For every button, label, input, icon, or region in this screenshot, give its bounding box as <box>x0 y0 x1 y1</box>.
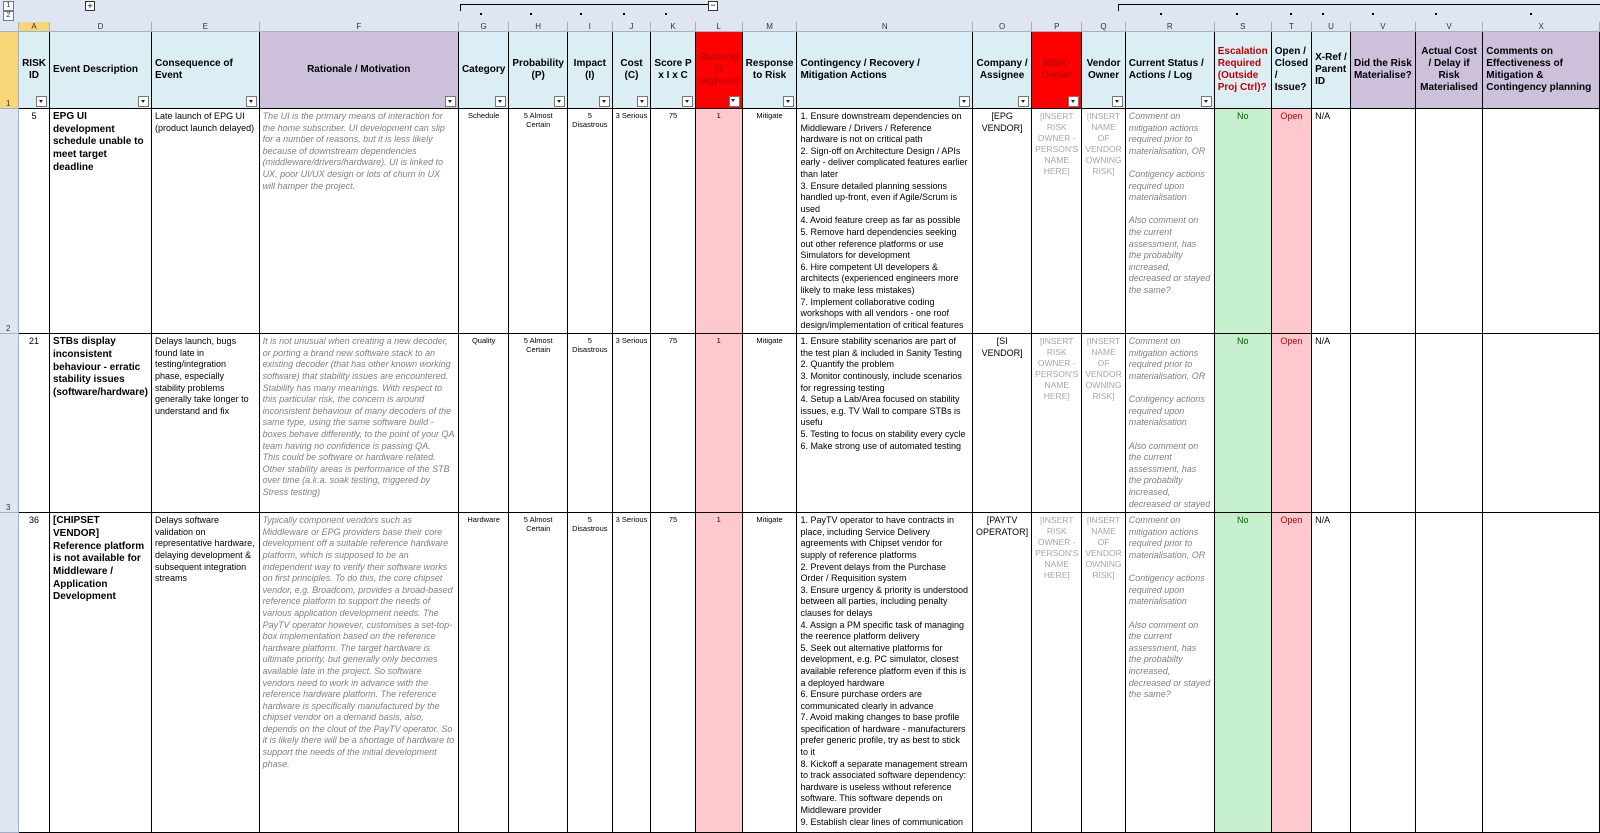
column-header[interactable]: T <box>1271 22 1311 32</box>
header-impact[interactable] <box>568 32 613 109</box>
impact-cell[interactable]: 5 Disastrous <box>568 109 613 334</box>
header-probability[interactable] <box>509 32 568 109</box>
comments-cell[interactable] <box>1483 334 1600 513</box>
company-cell[interactable]: [PAYTV OPERATOR] <box>972 513 1031 833</box>
collapse-group-icon[interactable]: − <box>708 1 718 11</box>
outline-dot <box>665 13 667 15</box>
header-consequence[interactable] <box>152 32 260 109</box>
header-label: Consequence of Event <box>155 58 233 81</box>
header-escalation[interactable] <box>1214 32 1271 109</box>
cost-cell[interactable]: 3 Serious <box>612 334 651 513</box>
column-header[interactable]: K <box>651 22 695 32</box>
header-category[interactable] <box>458 32 508 109</box>
event-cell[interactable]: [CHIPSET VENDOR] Reference platform is not available for Middleware / Application Development <box>49 513 151 833</box>
xref-cell[interactable]: N/A <box>1312 513 1351 833</box>
outline-dot <box>1290 13 1292 15</box>
header-label: Did the Risk Materialise? <box>1353 58 1412 81</box>
contingency-cell[interactable]: 1. PayTV operator to have contracts in place, including Service Delivery agreements with Chipset vendor for supply of reference platforms 2. Prevent delays from the Purchase Order / Requisition system 3. Ensure urgency & priority is understood between all parties, including penalty clauses for delays 4. Assign a PM specific task of managing the reerence platform delivery 5. Seek out alternative platforms for development, e.g. PC simulator, closest available reference platform even if this is a deployed hardware 6. Ensure purchase orders are communicated clearly in advance 7. Avoid making changes to base profile specification of hardware - manufacturers prefer generic profile, try as best to stick to it 8. Kickoff a separate management stream to track associated software dependency: hardware is useless without reference software. This software depends on Middleware provider 9. Establish clear lines of communication <box>797 513 973 833</box>
consequence-cell[interactable]: Delays software validation on representative hardware, delaying development & subsequent integration streams <box>152 513 260 833</box>
response-cell[interactable]: Mitigate <box>742 334 797 513</box>
column-header[interactable]: S <box>1214 22 1271 32</box>
sort-filter-dropdown-icon[interactable] <box>729 96 740 107</box>
cost-cell[interactable]: 3 Serious <box>612 109 651 334</box>
header-label: Response to Risk <box>745 58 794 81</box>
header-risk-id[interactable] <box>19 32 50 109</box>
header-actual-cost[interactable] <box>1415 32 1483 109</box>
group-bracket <box>1118 4 1600 11</box>
header-contingency[interactable] <box>797 32 973 109</box>
header-label: Score P x I x C <box>654 58 692 81</box>
row-header[interactable]: 2 <box>0 109 19 334</box>
table-row <box>0 513 1600 833</box>
column-header[interactable]: I <box>568 22 613 32</box>
column-header-row <box>0 22 1600 32</box>
header-label: RISK-Owner <box>1041 58 1073 81</box>
column-header[interactable]: P <box>1032 22 1082 32</box>
open-closed-cell[interactable]: Open <box>1271 109 1311 334</box>
header-response[interactable] <box>742 32 797 109</box>
filter-dropdown-icon[interactable] <box>138 96 149 107</box>
row-header[interactable]: 3 <box>0 334 19 513</box>
risk-id-cell[interactable]: 21 <box>19 334 50 513</box>
outline-dot <box>480 13 482 15</box>
outline-dot <box>1530 13 1532 15</box>
outline-level-2-button[interactable]: 2 <box>3 11 14 21</box>
header-label: Rationale / Motivation <box>307 64 411 75</box>
outline-dot <box>623 13 625 15</box>
header-label: Event Description <box>52 64 139 75</box>
outline-dot <box>1236 13 1238 15</box>
spreadsheet-grid <box>0 22 1600 827</box>
actual-cost-cell[interactable] <box>1415 334 1483 513</box>
rationale-cell[interactable]: Typically component vendors such as Middleware or EPG providers base their core development off a suitable reference hardware platform, which is supposed to be an independent way to verify their software works on first principles. To do this, the core chipset vendor, e.g. Broadcom, provides a broad-based reference platform to support the needs of various application development needs. The PayTV operator however, customises a set-top-box implementation based on the reference hardware platform. The target hardware is ultimate priority, but generally only becomes available late in the project. So software vendors need to work in advance with the reference hardware platform. The reference hardware is specifically manufactured by the chipset vendor on a demand basis, also, depends on the clout of the PayTV operator. So it is likely there will be a shortage of hardware to support the needs of the initial development phase. <box>259 513 458 833</box>
xref-cell[interactable]: N/A <box>1312 109 1351 334</box>
cost-cell[interactable]: 3 Serious <box>612 513 651 833</box>
probability-cell[interactable]: 5 Almost Certain <box>509 109 568 334</box>
risk-owner-cell[interactable]: [INSERT RISK OWNER - PERSON'S NAME HERE] <box>1032 513 1082 833</box>
response-cell[interactable]: Mitigate <box>742 109 797 334</box>
filter-dropdown-icon[interactable] <box>1018 96 1029 107</box>
escalation-cell[interactable]: No <box>1214 109 1271 334</box>
header-label: Company / Assignee <box>976 58 1028 81</box>
open-closed-cell[interactable]: Open <box>1271 513 1311 833</box>
header-label: Current Status / Actions / Log <box>1128 58 1204 81</box>
current-status-cell[interactable]: Comment on mitigation actions required prior to materialisation, OR Contigency actions required upon materialisation Also comment on the current assessment, has the probabilty increased, decreased or stayed <box>1125 334 1214 513</box>
did-risk-cell[interactable] <box>1350 109 1415 334</box>
header-current-status[interactable] <box>1125 32 1214 109</box>
column-header[interactable]: U <box>1312 22 1351 32</box>
category-cell[interactable]: Schedule <box>458 109 508 334</box>
ranking-cell[interactable]: 1 <box>695 109 742 334</box>
header-label: Probability (P) <box>512 58 564 81</box>
row-header[interactable]: 1 <box>0 32 19 109</box>
column-header[interactable]: M <box>742 22 797 32</box>
filter-dropdown-icon[interactable] <box>783 96 794 107</box>
column-header[interactable]: L <box>695 22 742 32</box>
header-rationale[interactable] <box>259 32 458 109</box>
column-header[interactable]: N <box>797 22 973 32</box>
rationale-cell[interactable]: It is not unusual when creating a new decoder, or porting a brand new software stack to an existing decoder (that has other known working software) that stability issues are encountered. Stability has many meanings. With respect to this particular risk, the concern is around inconsistent behaviour of many decoders of the same type, using the same software build - boxes behave differently, to the point of your QA team having no confidence is passing QA. This could be software or hardware related. Other stability areas is performance of the STB over time (a.k.a. soak testing, triggered by Stress testing) <box>259 334 458 513</box>
header-comments[interactable] <box>1483 32 1600 109</box>
table-row <box>0 109 1600 334</box>
filter-dropdown-icon[interactable] <box>554 96 565 107</box>
filter-dropdown-icon[interactable] <box>1068 96 1079 107</box>
column-header[interactable]: Q <box>1082 22 1125 32</box>
group-bracket <box>460 4 714 11</box>
row-header[interactable] <box>0 513 19 833</box>
expand-group-icon[interactable]: + <box>85 1 95 11</box>
probability-cell[interactable]: 5 Almost Certain <box>509 334 568 513</box>
contingency-cell[interactable]: 1. Ensure downstream dependencies on Middleware / Drivers / Reference hardware is not on critical path 2. Sign-off on Architecture Design / APIs early - deliver complicated features earlier than later 3. Ensure detailed planning sessions handled up-front, even if Agile/Scrum is used 4. Avoid feature creep as far as possible 5. Remove hard dependencies seeking out other reference platforms or use Simulators for development 6. Hire competent UI developers & architects (experienced engineers more likely to make less mistakes) 7. Implement collaborative coding workshops with all vendors - one roof design/implementation of critical features <box>797 109 973 334</box>
category-cell[interactable]: Hardware <box>458 513 508 833</box>
header-label: Open / Closed / Issue? <box>1274 46 1309 93</box>
filter-dropdown-icon[interactable] <box>1201 96 1212 107</box>
column-header[interactable]: R <box>1125 22 1214 32</box>
column-header[interactable]: V <box>1350 22 1415 32</box>
header-event-description[interactable] <box>49 32 151 109</box>
column-header[interactable]: V <box>1415 22 1483 32</box>
contingency-cell[interactable]: 1. Ensure stability scenarios are part of the test plan & included in Sanity Testing 2. Quantify the problem 3. Monitor continously, include scenarios for regressing testing 4. Setup a Lab/Area focused on stability issues, e.g. TV Wall to compare STBs is usefu 5. Testing to focus on stability every cycle 6. Make strong use of automated testing <box>797 334 973 513</box>
did-risk-cell[interactable] <box>1350 334 1415 513</box>
header-label: Contingency / Recovery / Mitigation Actions <box>800 58 920 81</box>
outline-dot <box>1372 13 1374 15</box>
score-cell[interactable]: 75 <box>651 109 695 334</box>
ranking-cell[interactable]: 1 <box>695 513 742 833</box>
header-label: Ranking (1 Highest) <box>698 52 739 87</box>
event-cell[interactable]: EPG UI development schedule unable to meet target deadline <box>49 109 151 334</box>
outline-dot <box>530 13 532 15</box>
filter-dropdown-icon[interactable] <box>637 96 648 107</box>
category-cell[interactable]: Quality <box>458 334 508 513</box>
risk-register-table <box>0 22 1600 833</box>
score-cell[interactable]: 75 <box>651 334 695 513</box>
filter-dropdown-icon[interactable] <box>1112 96 1123 107</box>
header-row <box>0 32 1600 109</box>
risk-owner-cell[interactable]: [INSERT RISK OWNER - PERSON'S NAME HERE] <box>1032 334 1082 513</box>
consequence-cell[interactable]: Delays launch, bugs found late in testing/integration phase, especially stability problems generally take longer to understand and fix <box>152 334 260 513</box>
header-score[interactable] <box>651 32 695 109</box>
header-label: Cost (C) <box>620 58 643 81</box>
filter-dropdown-icon[interactable] <box>36 96 47 107</box>
event-cell[interactable]: STBs display inconsistent behaviour - erratic stability issues (software/hardware) <box>49 334 151 513</box>
outline-level-1-button[interactable]: 1 <box>3 1 14 11</box>
column-header[interactable]: A <box>19 22 50 32</box>
header-label: X-Ref / Parent ID <box>1315 52 1347 87</box>
header-company[interactable] <box>972 32 1031 109</box>
column-header[interactable]: E <box>152 22 260 32</box>
ranking-cell[interactable]: 1 <box>695 334 742 513</box>
xref-cell[interactable]: N/A <box>1312 334 1351 513</box>
comments-cell[interactable] <box>1483 513 1600 833</box>
header-label: Category <box>461 64 506 75</box>
filter-dropdown-icon[interactable] <box>495 96 506 107</box>
header-xref[interactable] <box>1312 32 1351 109</box>
column-header[interactable]: G <box>458 22 508 32</box>
header-label: Escalation Required (Outside Proj Ctrl)? <box>1217 46 1268 93</box>
select-all-corner[interactable] <box>0 22 19 32</box>
company-cell[interactable]: [SI VENDOR] <box>972 334 1031 513</box>
column-header[interactable]: D <box>49 22 151 32</box>
header-label: Impact (I) <box>573 58 606 81</box>
comments-cell[interactable] <box>1483 109 1600 334</box>
impact-cell[interactable]: 5 Disastrous <box>568 513 613 833</box>
response-cell[interactable]: Mitigate <box>742 513 797 833</box>
vendor-owner-cell[interactable]: [INSERT NAME OF VENDOR OWNING RISK] <box>1082 334 1125 513</box>
escalation-cell[interactable]: No <box>1214 334 1271 513</box>
filter-dropdown-icon[interactable] <box>599 96 610 107</box>
company-cell[interactable]: [EPG VENDOR] <box>972 109 1031 334</box>
filter-dropdown-icon[interactable] <box>246 96 257 107</box>
score-cell[interactable]: 75 <box>651 513 695 833</box>
outline-bar <box>0 0 1600 22</box>
vendor-owner-cell[interactable]: [INSERT NAME OF VENDOR OWNING RISK] <box>1082 513 1125 833</box>
did-risk-cell[interactable] <box>1350 513 1415 833</box>
current-status-cell[interactable]: Comment on mitigation actions required prior to materialisation, OR Contigency actions required upon materialisation Also comment on the current assessment, has the probabilty increased, decreased or stayed the same? <box>1125 109 1214 334</box>
impact-cell[interactable]: 5 Disastrous <box>568 334 613 513</box>
vendor-owner-cell[interactable]: [INSERT NAME OF VENDOR OWNING RISK] <box>1082 109 1125 334</box>
table-row <box>0 334 1600 513</box>
header-did-risk-materialise[interactable] <box>1350 32 1415 109</box>
outline-dot <box>580 13 582 15</box>
header-label: RISK ID <box>22 58 46 81</box>
header-risk-owner[interactable] <box>1032 32 1082 109</box>
consequence-cell[interactable]: Late launch of EPG UI (product launch delayed) <box>152 109 260 334</box>
current-status-cell[interactable]: Comment on mitigation actions required prior to materialisation, OR Contigency actions required upon materialisation Also comment on the current assessment, has the probabilty increased, decreased or stayed the same? <box>1125 513 1214 833</box>
filter-dropdown-icon[interactable] <box>445 96 456 107</box>
rationale-cell[interactable]: The UI is the primary means of interaction for the home subscriber. UI development can slip for a number of reasons, but it is less likely because of downstream dependencies (middleware/drivers/hardware). UI is linked to UX, poor UI/UX design or lots of churn in UX will hamper the project. <box>259 109 458 334</box>
header-vendor-owner[interactable] <box>1082 32 1125 109</box>
risk-owner-cell[interactable]: [INSERT RISK OWNER - PERSON'S NAME HERE] <box>1032 109 1082 334</box>
probability-cell[interactable]: 5 Almost Certain <box>509 513 568 833</box>
header-open-closed[interactable] <box>1271 32 1311 109</box>
actual-cost-cell[interactable] <box>1415 513 1483 833</box>
open-closed-cell[interactable]: Open <box>1271 334 1311 513</box>
outline-dot <box>1435 13 1437 15</box>
column-header[interactable]: X <box>1483 22 1600 32</box>
column-header[interactable]: O <box>972 22 1031 32</box>
header-label: Actual Cost / Delay if Risk Materialised <box>1420 46 1478 93</box>
column-header[interactable]: F <box>259 22 458 32</box>
outline-dot <box>1160 13 1162 15</box>
header-ranking[interactable] <box>695 32 742 109</box>
risk-id-cell[interactable]: 5 <box>19 109 50 334</box>
header-label: Comments on Effectiveness of Mitigation & Contingency planning <box>1486 46 1592 93</box>
actual-cost-cell[interactable] <box>1415 109 1483 334</box>
column-header[interactable]: J <box>612 22 651 32</box>
risk-id-cell[interactable]: 36 <box>19 513 50 833</box>
filter-dropdown-icon[interactable] <box>959 96 970 107</box>
column-header[interactable]: H <box>509 22 568 32</box>
header-label: Vendor Owner <box>1086 58 1121 81</box>
header-cost[interactable] <box>612 32 651 109</box>
filter-dropdown-icon[interactable] <box>682 96 693 107</box>
escalation-cell[interactable]: No <box>1214 513 1271 833</box>
outline-dot <box>1322 13 1324 15</box>
